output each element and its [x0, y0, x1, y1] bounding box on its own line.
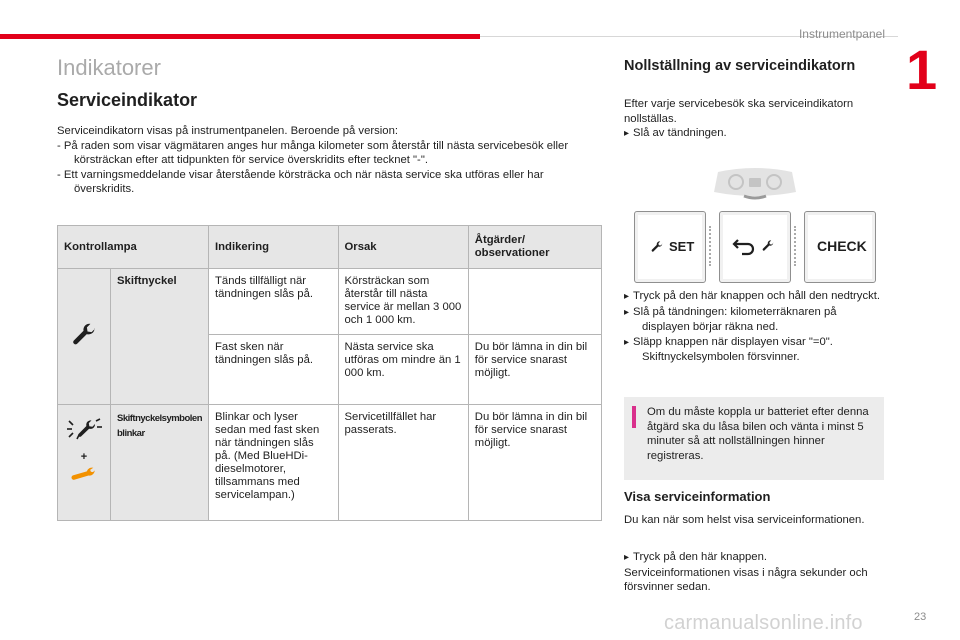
arrow-icon: ▸ [624, 552, 630, 563]
chapter-number: 1 [906, 38, 938, 101]
header-red-bar [0, 34, 480, 39]
info-icon [632, 406, 636, 428]
step-ignition-off [624, 126, 886, 142]
page-number: 23 [914, 611, 927, 623]
cell-indikering: Fast sken när tändningen slås på. [209, 335, 339, 405]
table-header-row [58, 226, 602, 269]
wrench-icon [70, 321, 98, 349]
reset-title: Nollställning av serviceindikatorn [624, 58, 856, 74]
cell-orsak: Nästa service ska utföras om mindre än 1 000 km. [338, 335, 468, 405]
set-label: SET [669, 239, 695, 254]
cell-atgard: Du bör lämna in din bil för service snarast möjligt. [468, 335, 601, 405]
reset-intro-text: Efter varje servicebesök ska serviceindikatorn nollställas. [624, 98, 854, 125]
section-label: Instrumentpanel [798, 27, 885, 41]
visa-step [624, 550, 886, 566]
intro-line: Serviceindikatorn visas på instrumentpanelen. Beroende på version: [57, 125, 398, 137]
step-2-text: Slå på tändningen: kilometerräknaren på displayen börjar räkna ned. [633, 305, 837, 333]
step-1-text: Tryck på den här knappen och håll den nedtryckt. [633, 290, 881, 302]
orange-wrench-icon [68, 467, 100, 487]
lamp-name-blinking-text: Skiftnyckelsymbolen blinkar [117, 413, 203, 439]
arrow-icon: ▸ [624, 291, 630, 302]
arrow-icon: ▸ [624, 306, 630, 318]
step-3 [624, 335, 886, 365]
dashboard-icon [710, 166, 800, 202]
cell-orsak: Servicetillfället har passerats. [338, 405, 468, 521]
lamp-name-blinking [111, 405, 209, 521]
step-ignition-off-text: Slå av tändningen. [633, 127, 727, 139]
intro-text [57, 124, 605, 197]
step-2 [624, 305, 886, 335]
cell-orsak: Körsträckan som återstår till nästa service är mellan 3 000 och 1 000 km. [338, 269, 468, 335]
check-button[interactable] [804, 211, 876, 283]
arrow-icon: ▸ [624, 128, 630, 139]
col-indikering: Indikering [209, 226, 339, 269]
visa-title: Visa serviceinformation [624, 489, 771, 504]
table-row [58, 405, 602, 521]
arrow-icon: ▸ [624, 336, 630, 348]
blinking-wrench-icon [64, 417, 104, 447]
cell-atgard [468, 269, 601, 335]
lamp-icon-cell [58, 405, 111, 521]
col-atgarder: Åtgärder/ observationer [468, 226, 601, 269]
return-arrow-icon [732, 236, 756, 256]
check-label: CHECK [817, 238, 867, 254]
cell-indikering: Blinkar och lyser sedan med fast sken när tändningen slås på. (Med BlueHDi-dieselmotorer, tillsammans med servicelampan.) [209, 405, 339, 521]
wrench-icon [649, 240, 665, 254]
col-kontrollampa: Kontrollampa [58, 226, 209, 269]
cell-atgard: Du bör lämna in din bil för service snarast möjligt. [468, 405, 601, 521]
divider [794, 226, 798, 266]
cell-indikering: Tänds tillfälligt när tändningen slås på. [209, 269, 339, 335]
step-3-text: Släpp knappen när displayen visar "=0". Skiftnyckelsymbolen försvinner. [633, 335, 833, 363]
reset-intro [624, 97, 886, 142]
visa-steps [624, 550, 886, 595]
visa-step-text: Tryck på den här knappen. [633, 551, 767, 563]
wrench-icon [760, 239, 776, 253]
plus-sign: + [80, 451, 88, 463]
reset-steps [624, 289, 886, 365]
indicator-table [57, 225, 602, 521]
info-text: Om du måste koppla ur batteriet efter denna åtgärd ska du låsa bilen och vänta i minst 5 minuter så att nollställningen hinner registreras. [647, 406, 869, 462]
reset-button[interactable] [719, 211, 791, 283]
col-orsak: Orsak [338, 226, 468, 269]
lamp-name-wrench: Skiftnyckel [111, 269, 209, 405]
intro-bullet-2: - Ett varningsmeddelande visar återstående körsträcka och när nästa service ska utföras eller har överskridits. [57, 168, 544, 195]
visa-after: Serviceinformationen visas i några sekunder och försvinner sedan. [624, 566, 868, 593]
step-1 [624, 289, 886, 305]
watermark: carmanualsonline.info [664, 612, 863, 634]
visa-text: Du kan när som helst visa serviceinformationen. [624, 514, 865, 526]
intro-bullet-1: - På raden som visar vägmätaren anges hur många kilometer som återstår till nästa servicebesök eller körsträckan efter att tidpunkten för service överskridits efter tecknet "-". [57, 139, 569, 166]
table-row [58, 269, 602, 335]
lamp-icon-cell [58, 269, 111, 405]
page-title: Indikatorer [57, 55, 161, 80]
set-button[interactable] [634, 211, 706, 283]
divider [709, 226, 713, 266]
section-title: Serviceindikator [57, 90, 198, 110]
